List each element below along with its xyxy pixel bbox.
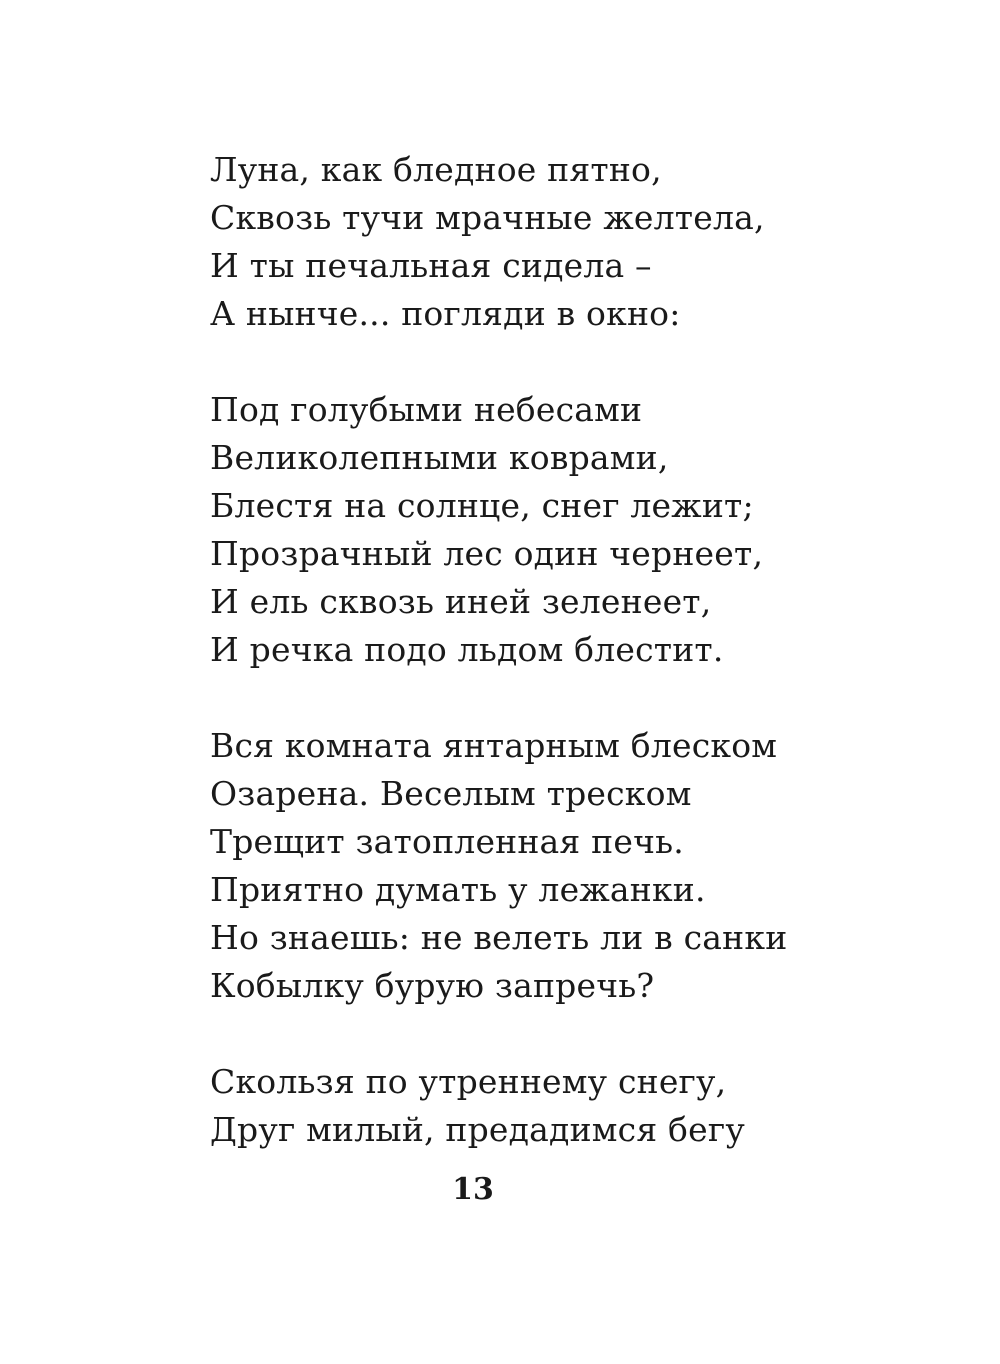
stanza-2: [210, 386, 930, 674]
poem-line: А нынче... погляди в окно:: [210, 294, 681, 333]
poem-line: Сквозь тучи мрачные желтела,: [210, 198, 765, 237]
poem-line: И ты печальная сидела –: [210, 246, 652, 285]
poem-line: И речка подо льдом блестит.: [210, 630, 724, 669]
poem-line: Вся комната янтарным блеском: [210, 726, 778, 765]
poem-line: Под голубыми небесами: [210, 390, 643, 429]
page-number: 13: [452, 1172, 494, 1207]
poem-line: Трещит затопленная печь.: [210, 822, 684, 861]
poem-line: Кобылку бурую запречь?: [210, 966, 655, 1005]
poem-line: Озарена. Веселым треском: [210, 774, 692, 813]
poem-line: Великолепными коврами,: [210, 438, 669, 477]
poem-line: Но знаешь: не велеть ли в санки: [210, 918, 788, 957]
poem-line: И ель сквозь иней зеленеет,: [210, 582, 712, 621]
poem-line: Приятно думать у лежанки.: [210, 870, 706, 909]
poem-line: Скользя по утреннему снегу,: [210, 1062, 727, 1101]
poem-line: Прозрачный лес один чернеет,: [210, 534, 764, 573]
poem-line: Друг милый, предадимся бегу: [210, 1110, 745, 1149]
stanza-3: [210, 722, 930, 1010]
stanza-4: [210, 1058, 930, 1154]
poem-text: [210, 146, 930, 1202]
poem-line: Луна, как бледное пятно,: [210, 150, 662, 189]
poem-line: Блестя на солнце, снег лежит;: [210, 486, 754, 525]
stanza-1: [210, 146, 930, 338]
